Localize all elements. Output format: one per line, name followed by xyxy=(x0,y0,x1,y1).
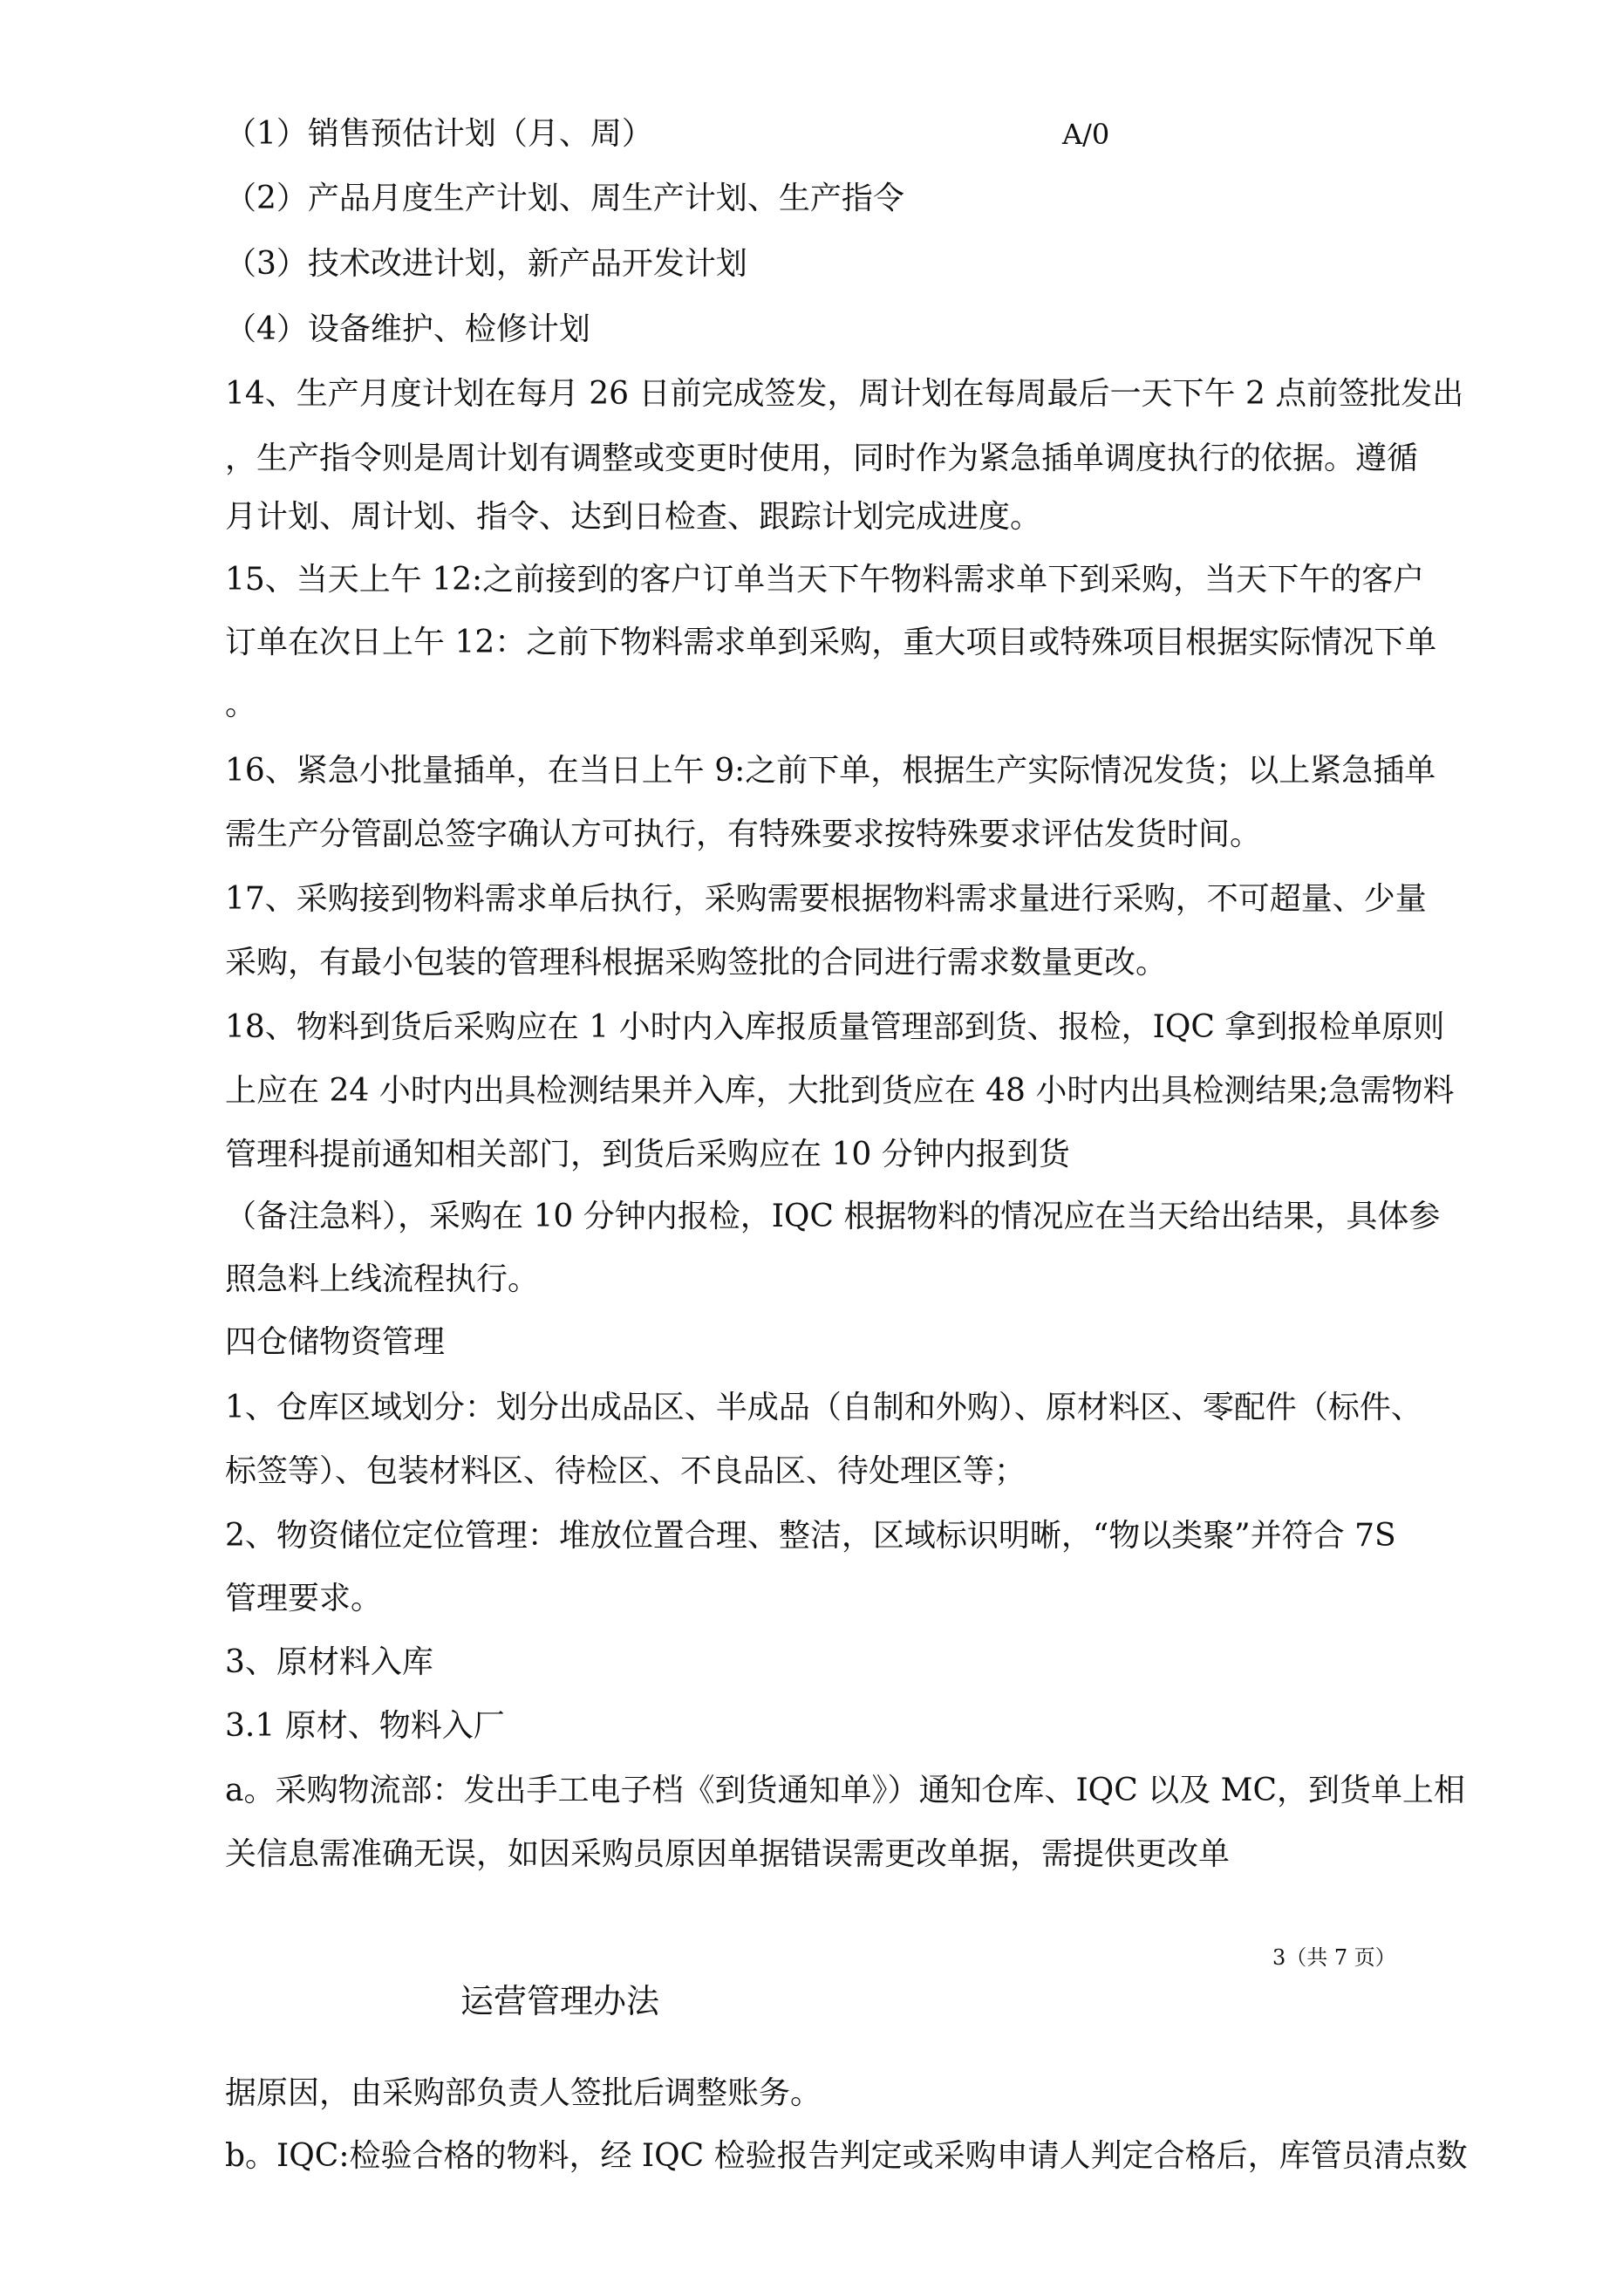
text-line: 照急料上线流程执行。 xyxy=(225,1261,540,1297)
text-line: 标签等）、包装材料区、待检区、不良品区、待处理区等； xyxy=(225,1453,1026,1489)
text-line: 采购，有最小包装的管理科根据采购签批的合同进行需求数量更改。 xyxy=(225,945,1168,981)
text-line: （4）设备维护、检修计划 xyxy=(225,311,590,347)
text-line: （备注急料），采购在 10 分钟内报检，IQC 根据物料的情况应在当天给出结果，具体参 xyxy=(225,1199,1441,1234)
text-line: 16、紧急小批量插单，在当日上午 9:之前下单，根据生产实际情况发货；以上紧急插单 xyxy=(225,753,1436,789)
text-line: 据原因，由采购部负责人签批后调整账务。 xyxy=(225,2075,822,2111)
text-line: 上应在 24 小时内出具检测结果并入库，大批到货应在 48 小时内出具检测结果;急需物料 xyxy=(225,1073,1455,1109)
text-line: 3、原材料入库 xyxy=(225,1644,433,1680)
text-line: 需生产分管副总签字确认方可执行，有特殊要求按特殊要求评估发货时间。 xyxy=(225,817,1262,852)
text-line: b。IQC:检验合格的物料，经 IQC 检验报告判定或采购申请人判定合格后，库管员清点数 xyxy=(225,2138,1468,2174)
revision-label: A/0 xyxy=(1062,118,1110,151)
page-number: 3（共 7 页） xyxy=(1272,1945,1396,1970)
document-title: 运营管理办法 xyxy=(460,1982,660,2020)
text-line: 1、仓库区域划分：划分出成品区、半成品（自制和外购）、原材料区、零配件（标件、 xyxy=(225,1390,1422,1425)
text-line: 3.1 原材、物料入厂 xyxy=(225,1708,505,1744)
text-line: 。 xyxy=(225,687,257,722)
text-line: 月计划、周计划、指令、达到日检查、跟踪计划完成进度。 xyxy=(225,499,1042,535)
text-line: 管理要求。 xyxy=(225,1581,383,1616)
text-line: （1）销售预估计划（月、周） xyxy=(225,116,653,152)
text-line: 订单在次日上午 12：之前下物料需求单到采购，重大项目或特殊项目根据实际情况下单 xyxy=(225,625,1437,660)
text-line: 17、采购接到物料需求单后执行，采购需要根据物料需求量进行采购，不可超量、少量 xyxy=(225,881,1427,917)
text-line: 18、物料到货后采购应在 1 小时内入库报质量管理部到货、报检，IQC 拿到报检单原则 xyxy=(225,1009,1445,1045)
text-line: 14、生产月度计划在每月 26 日前完成签发，周计划在每周最后一天下午 2 点前签批发出 xyxy=(225,376,1464,412)
text-line: 15、当天上午 12:之前接到的客户订单当天下午物料需求单下到采购，当天下午的客户 xyxy=(225,562,1425,598)
text-line: 2、物资储位定位管理：堆放位置合理、整洁，区域标识明晰，“物以类聚”并符合 7S xyxy=(225,1518,1396,1554)
text-line: （3）技术改进计划，新产品开发计划 xyxy=(225,246,747,282)
text-line: 管理科提前通知相关部门，到货后采购应在 10 分钟内报到货 xyxy=(225,1137,1070,1172)
text-line: （2）产品月度生产计划、周生产计划、生产指令 xyxy=(225,181,904,216)
section-heading: 四仓储物资管理 xyxy=(225,1324,446,1360)
text-line: ，生产指令则是周计划有调整或变更时使用，同时作为紧急插单调度执行的依据。遵循 xyxy=(225,441,1419,476)
text-line: a。采购物流部：发出手工电子档《到货通知单》）通知仓库、IQC 以及 MC，到货单上相 xyxy=(225,1773,1466,1808)
text-line: 关信息需准确无误，如因采购员原因单据错误需更改单据，需提供更改单 xyxy=(225,1836,1231,1872)
